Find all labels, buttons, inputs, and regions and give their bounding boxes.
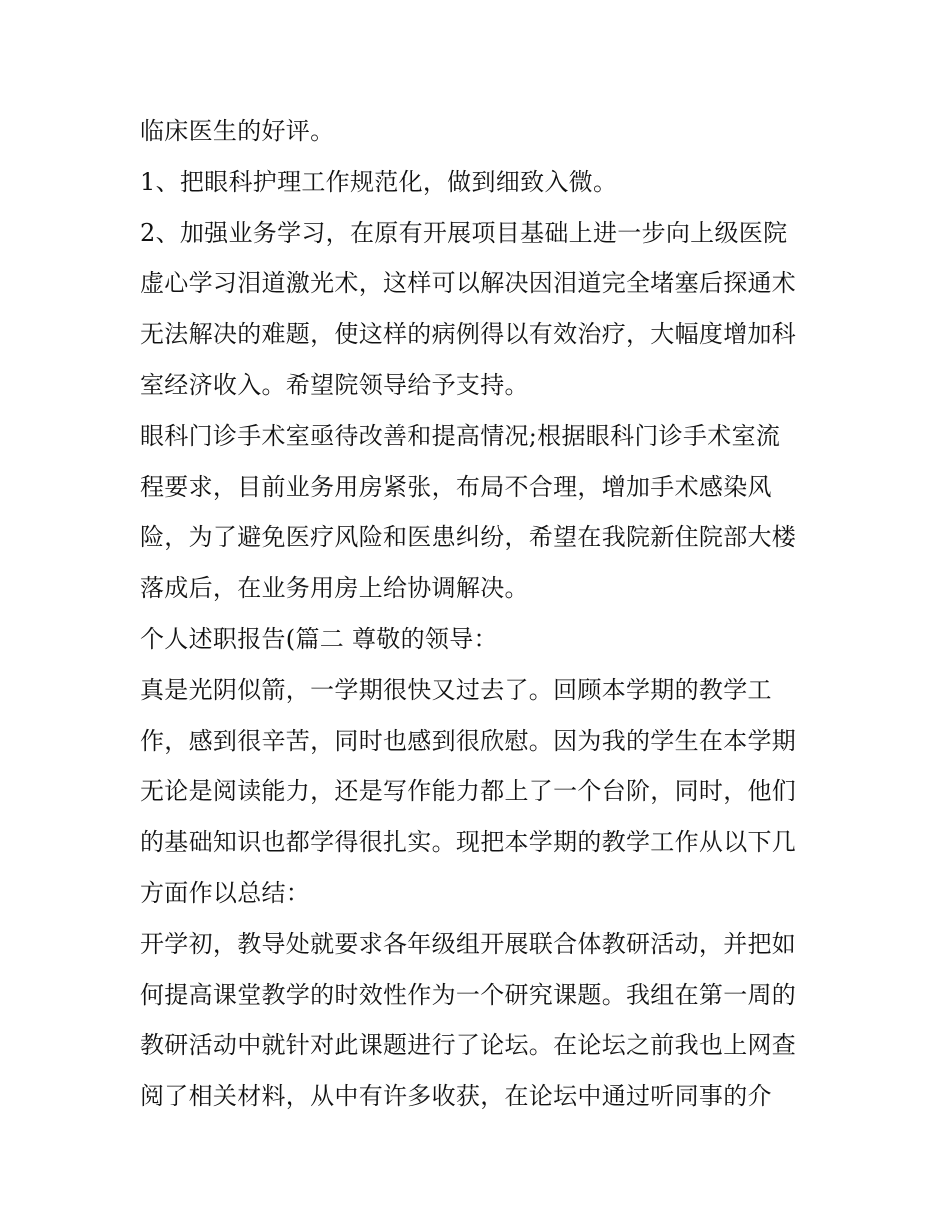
- text-line: 程要求，目前业务用房紧张，布局不合理，增加手术感染风: [140, 472, 772, 501]
- text-line: 眼科门诊手术室亟待改善和提高情况;根据眼科门诊手术室流: [140, 421, 781, 450]
- text-line: 的基础知识也都学得很扎实。现把本学期的教学工作从以下几: [140, 828, 797, 857]
- text-line: 险，为了避免医疗风险和医患纠纷，希望在我院新住院部大楼: [140, 523, 797, 552]
- text-line: 阅了相关材料，从中有许多收获，在论坛中通过听同事的介: [140, 1082, 772, 1111]
- text-line: 1、把眼科护理工作规范化，做到细致入微。: [140, 167, 618, 196]
- text-line: 方面作以总结：: [140, 878, 311, 907]
- section-heading-line: 个人述职报告(篇二 尊敬的领导：: [140, 624, 498, 653]
- text-line: 真是光阴似箭，一学期很快又过去了。回顾本学期的教学工: [140, 675, 772, 704]
- text-line: 无论是阅读能力，还是写作能力都上了一个台阶，同时，他们: [140, 777, 797, 806]
- text-line: 2、加强业务学习，在原有开展项目基础上进一步向上级医院: [140, 218, 788, 247]
- text-line: 虚心学习泪道激光术，这样可以解决因泪道完全堵塞后探通术: [140, 269, 797, 298]
- text-line: 何提高课堂教学的时效性作为一个研究课题。我组在第一周的: [140, 980, 797, 1009]
- text-line: 临床医生的好评。: [140, 117, 335, 145]
- text-line: 落成后，在业务用房上给协调解决。: [140, 574, 529, 603]
- text-line: 室经济收入。希望院领导给予支持。: [140, 370, 529, 399]
- text-line: 无法解决的难题，使这样的病例得以有效治疗，大幅度增加科: [140, 320, 797, 349]
- document-body: [140, 106, 820, 1122]
- text-line: 教研活动中就针对此课题进行了论坛。在论坛之前我也上网查: [140, 1031, 797, 1060]
- text-line: 开学初，教导处就要求各年级组开展联合体教研活动，并把如: [140, 929, 797, 958]
- text-line: 作，感到很辛苦，同时也感到很欣慰。因为我的学生在本学期: [140, 726, 797, 755]
